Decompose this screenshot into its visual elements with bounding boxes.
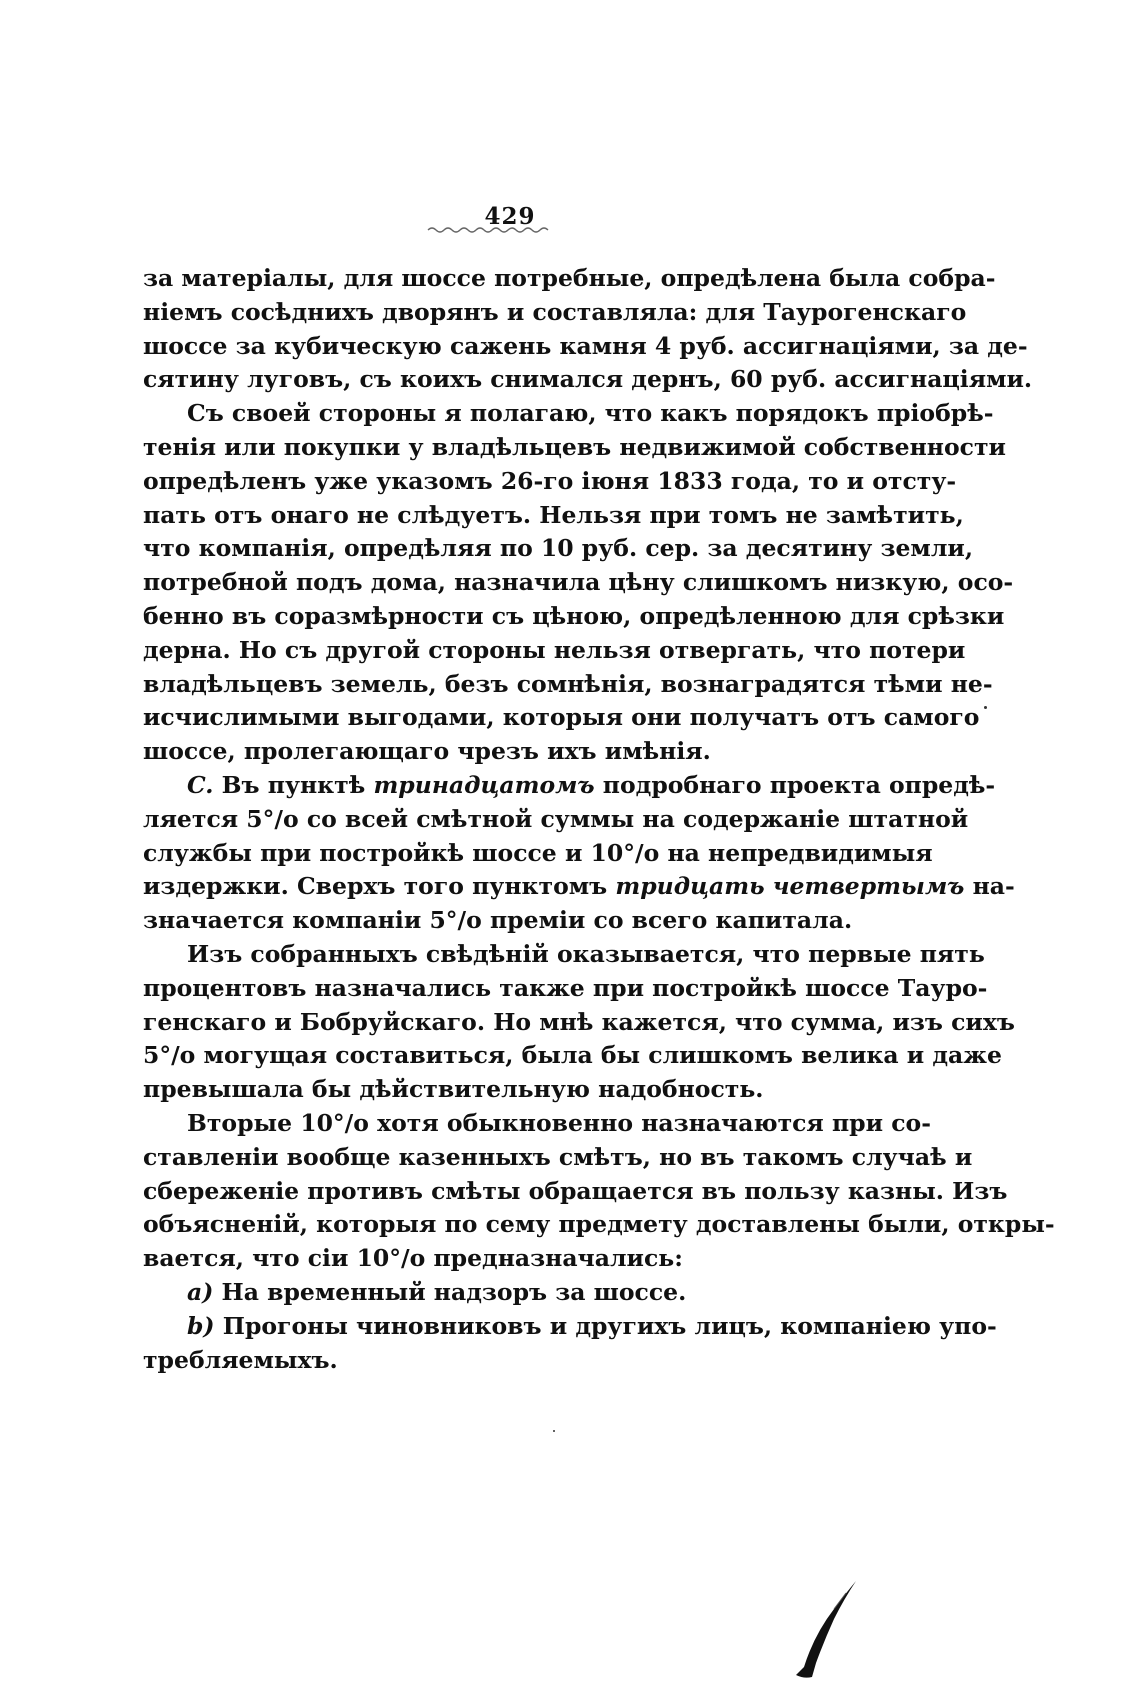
text-line: Изъ собранныхъ свѣдѣній оказывается, что первые пять: [187, 939, 985, 968]
text-line: тенія или покупки у владѣльцевъ недвижимой собственности: [143, 432, 1006, 461]
text-line: что компанія, опредѣляя по 10 руб. сер. за десятину земли,: [143, 534, 974, 563]
text-line: за матеріалы, для шоссе потребные, опредѣлена была собра-: [143, 264, 996, 292]
list-marker: a): [187, 1277, 214, 1306]
scan-speck: [984, 706, 987, 709]
text-line: потребной подъ дома, назначила цѣну слишкомъ низкую, осо-: [143, 568, 1014, 597]
list-item-text: требляемыхъ.: [143, 1345, 338, 1374]
text-line: генскаго и Бобруйскаго. Но мнѣ кажется, что сумма, изъ сихъ: [143, 1007, 1015, 1036]
italic-term: тринадцатомъ: [373, 770, 595, 799]
list-item: [143, 1276, 843, 1310]
text-line: ляется 5°/о со всей смѣтной суммы на содержаніе штатной: [143, 804, 969, 833]
text-segment: на-: [972, 872, 1015, 901]
text-line: ставленіи вообще казенныхъ смѣтъ, но въ такомъ случаѣ и: [143, 1142, 973, 1171]
list-item: [143, 1310, 997, 1344]
scan-speck: [553, 1430, 555, 1432]
text-line: Вторые 10°/о хотя обыкновенно назначаются при со-: [187, 1108, 931, 1137]
text-line: превышала бы дѣйствительную надобность.: [143, 1075, 764, 1104]
text-line: службы при постройкѣ шоссе и 10°/о на непредвидимыя: [143, 838, 933, 867]
text-line: пать отъ онаго не слѣдуетъ. Нельзя при томъ не замѣтить,: [143, 500, 964, 529]
paragraph-group-2: [143, 938, 1055, 1276]
text-line: шоссе, пролегающаго чрезъ ихъ имѣнія.: [143, 737, 711, 766]
text-line: бенно въ соразмѣрности съ цѣною, опредѣленною для срѣзки: [143, 601, 1005, 630]
text-line: вается, что сіи 10°/о предназначались:: [143, 1244, 683, 1273]
quill-mark-icon: [790, 1575, 860, 1685]
list-item-text: На временный надзоръ за шоссе.: [221, 1277, 687, 1306]
text-line: объясненій, которыя по сему предмету доставлены были, откры-: [143, 1210, 1055, 1239]
text-line: ніемъ сосѣднихъ дворянъ и составляла: для Таурогенскаго: [143, 297, 967, 326]
page-number: 429: [484, 203, 536, 230]
paragraph-c: [143, 769, 1015, 938]
text-line: [143, 870, 1015, 904]
text-segment: подробнаго проекта опредѣ-: [602, 770, 996, 799]
text-line: [143, 769, 996, 803]
text-line: процентовъ назначались также при постройкѣ шоссе Тауро-: [143, 973, 988, 1002]
italic-term: тридцать четвертымъ: [615, 872, 965, 901]
text-line: сбереженіе противъ смѣты обращается въ пользу казны. Изъ: [143, 1176, 1008, 1205]
body-text: [143, 262, 1055, 1377]
list-marker: b): [187, 1311, 215, 1340]
text-segment: Въ пунктѣ: [221, 770, 366, 799]
text-segment: издержки. Сверхъ того пунктомъ: [143, 872, 608, 901]
text-line: владѣльцевъ земель, безъ сомнѣнія, вознаградятся тѣми не-: [143, 669, 993, 698]
text-line: Съ своей стороны я полагаю, что какъ порядокъ пріобрѣ-: [187, 399, 994, 428]
text-line: шоссе за кубическую сажень камня 4 руб. ассигнаціями, за де-: [143, 331, 1028, 360]
text-line: 5°/о могущая составиться, была бы слишкомъ велика и даже: [143, 1041, 1002, 1070]
text-line: дерна. Но съ другой стороны нельзя отвергать, что потери: [143, 635, 966, 664]
list-item-text: Прогоны чиновниковъ и другихъ лицъ, компаніею упо-: [222, 1311, 997, 1340]
text-line: исчислимыми выгодами, которыя они получатъ отъ самого: [143, 703, 980, 732]
list-item: [143, 1344, 843, 1378]
paragraph-group-1: [143, 262, 1033, 769]
text-line: значается компаніи 5°/о преміи со всего капитала.: [143, 906, 853, 935]
text-line: опредѣленъ уже указомъ 26-го іюня 1833 года, то и отсту-: [143, 466, 957, 495]
decorative-rule-ornament: [426, 224, 556, 236]
text-line: сятину луговъ, съ коихъ снимался дернъ, 60 руб. ассигнаціями.: [143, 365, 1033, 394]
section-label: C.: [187, 770, 214, 799]
enumerated-list: [143, 1276, 997, 1377]
